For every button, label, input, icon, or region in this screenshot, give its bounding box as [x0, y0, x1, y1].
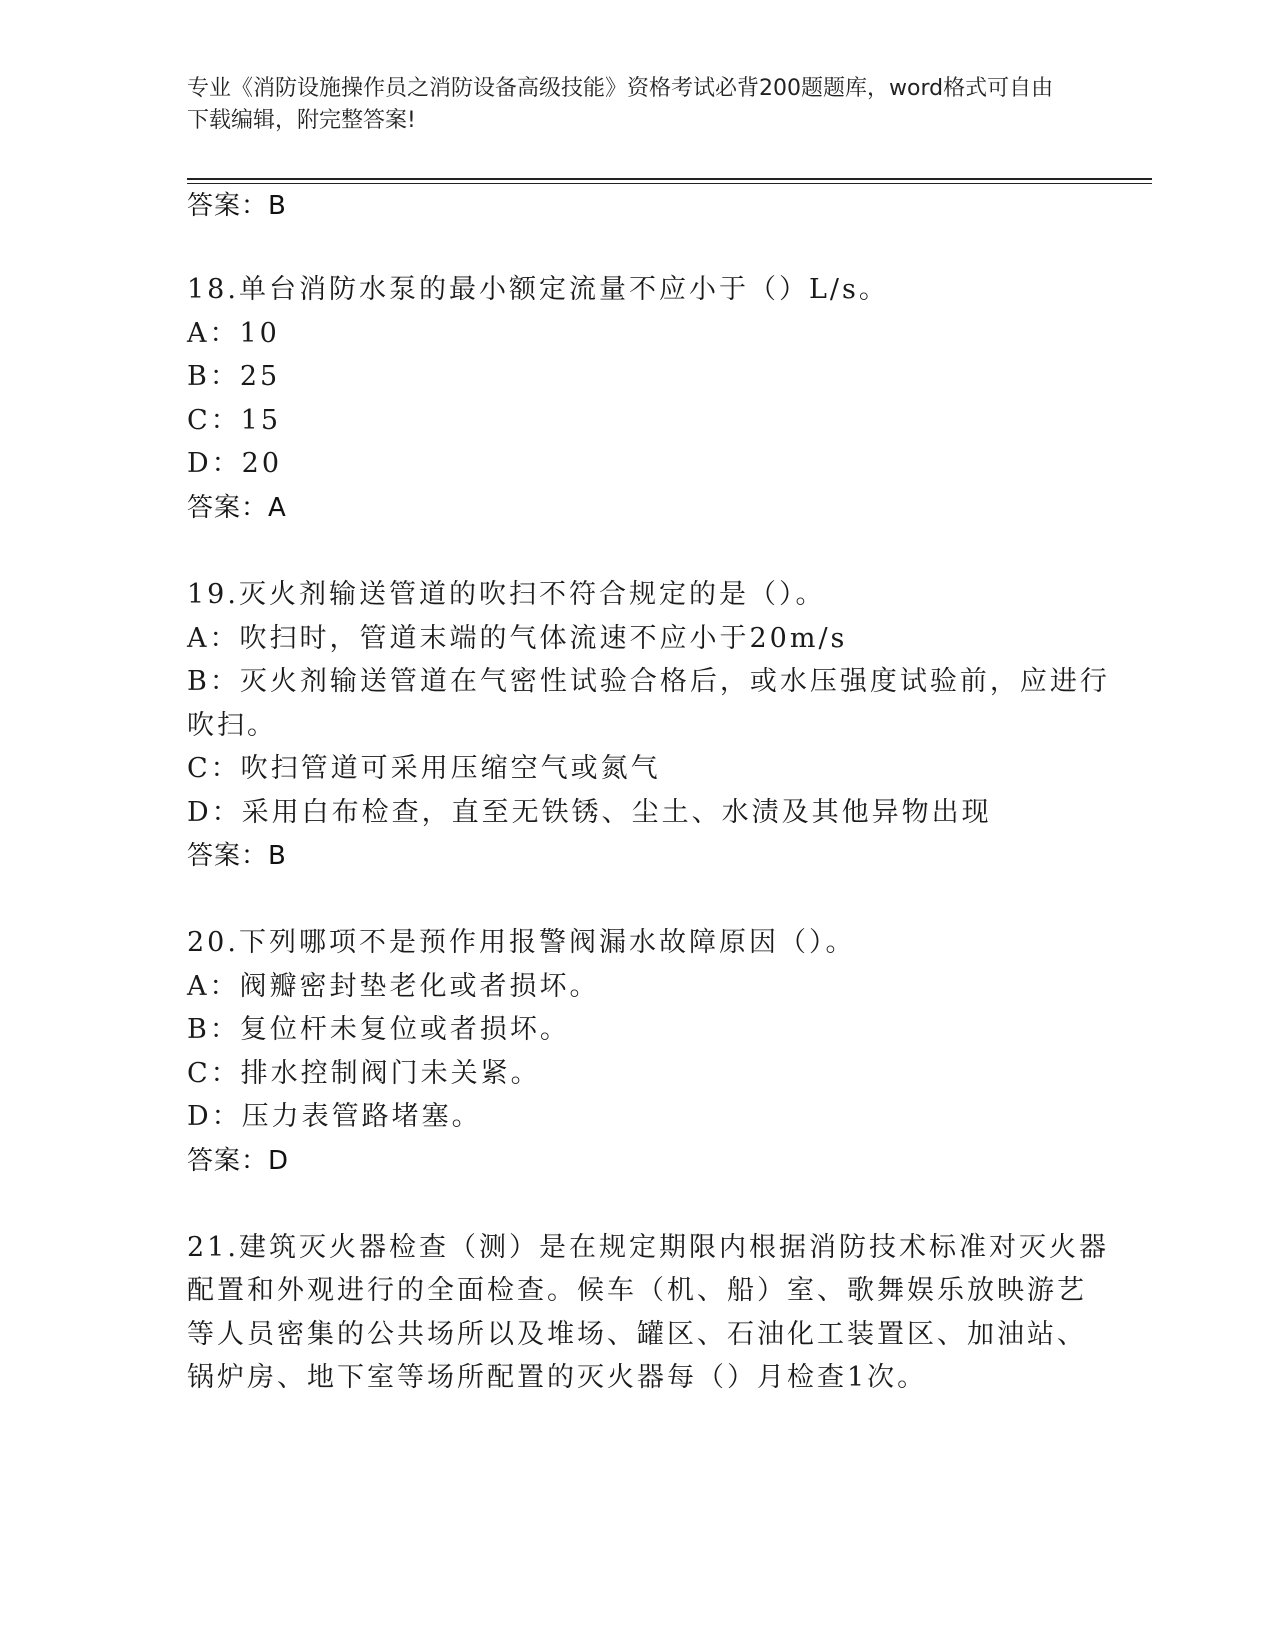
- q18-option-a: A：10: [187, 318, 280, 349]
- q20-option-a: A：阀瓣密封垫老化或者损坏。: [187, 971, 600, 1002]
- q19-stem: 19.灭火剂输送管道的吹扫不符合规定的是（）。: [187, 579, 826, 610]
- q19-answer: 答案：B: [187, 841, 287, 871]
- q18-option-d: D：20: [187, 448, 283, 479]
- q18-stem: 18.单台消防水泵的最小额定流量不应小于（）L/s。: [187, 274, 889, 305]
- q18-answer: 答案：A: [187, 493, 287, 523]
- q20-option-b: B：复位杆未复位或者损坏。: [187, 1014, 570, 1045]
- q18-option-b: B：25: [187, 361, 281, 392]
- q20-stem: 20.下列哪项不是预作用报警阀漏水故障原因（）。: [187, 927, 856, 958]
- q19-option-b: B：灭火剂输送管道在气密性试验合格后，或水压强度试验前，应进行: [187, 666, 1110, 697]
- q18-option-c: C：15: [187, 405, 282, 436]
- document-header: 专业《消防设施操作员之消防设备高级技能》资格考试必背200题题库，word格式可自由下载编辑，附完整答案!: [187, 76, 1054, 133]
- q20-option-c: C：排水控制阀门未关紧。: [187, 1058, 541, 1089]
- q19-option-a: A：吹扫时，管道末端的气体流速不应小于20m/s: [187, 623, 848, 654]
- q20-answer: 答案：D: [187, 1146, 290, 1176]
- q21-stem-line-2: 配置和外观进行的全面检查。候车（机、船）室、歌舞娱乐放映游艺: [187, 1275, 1087, 1306]
- q19-option-b-continued: 吹扫。: [187, 710, 277, 741]
- previous-answer: 答案：B: [187, 191, 287, 221]
- q21-stem-line-4: 锅炉房、地下室等场所配置的灭火器每（）月检查1次。: [187, 1362, 928, 1393]
- q21-stem-line-1: 21.建筑灭火器检查（测）是在规定期限内根据消防技术标准对灭火器: [187, 1232, 1109, 1263]
- header-divider: [187, 178, 1152, 180]
- q19-option-d: D：采用白布检查，直至无铁锈、尘土、水渍及其他异物出现: [187, 797, 992, 828]
- q19-option-c: C：吹扫管道可采用压缩空气或氮气: [187, 753, 661, 784]
- q21-stem-line-3: 等人员密集的公共场所以及堆场、罐区、石油化工装置区、加油站、: [187, 1319, 1087, 1350]
- header-divider-thin: [187, 183, 1152, 184]
- q20-option-d: D：压力表管路堵塞。: [187, 1101, 482, 1132]
